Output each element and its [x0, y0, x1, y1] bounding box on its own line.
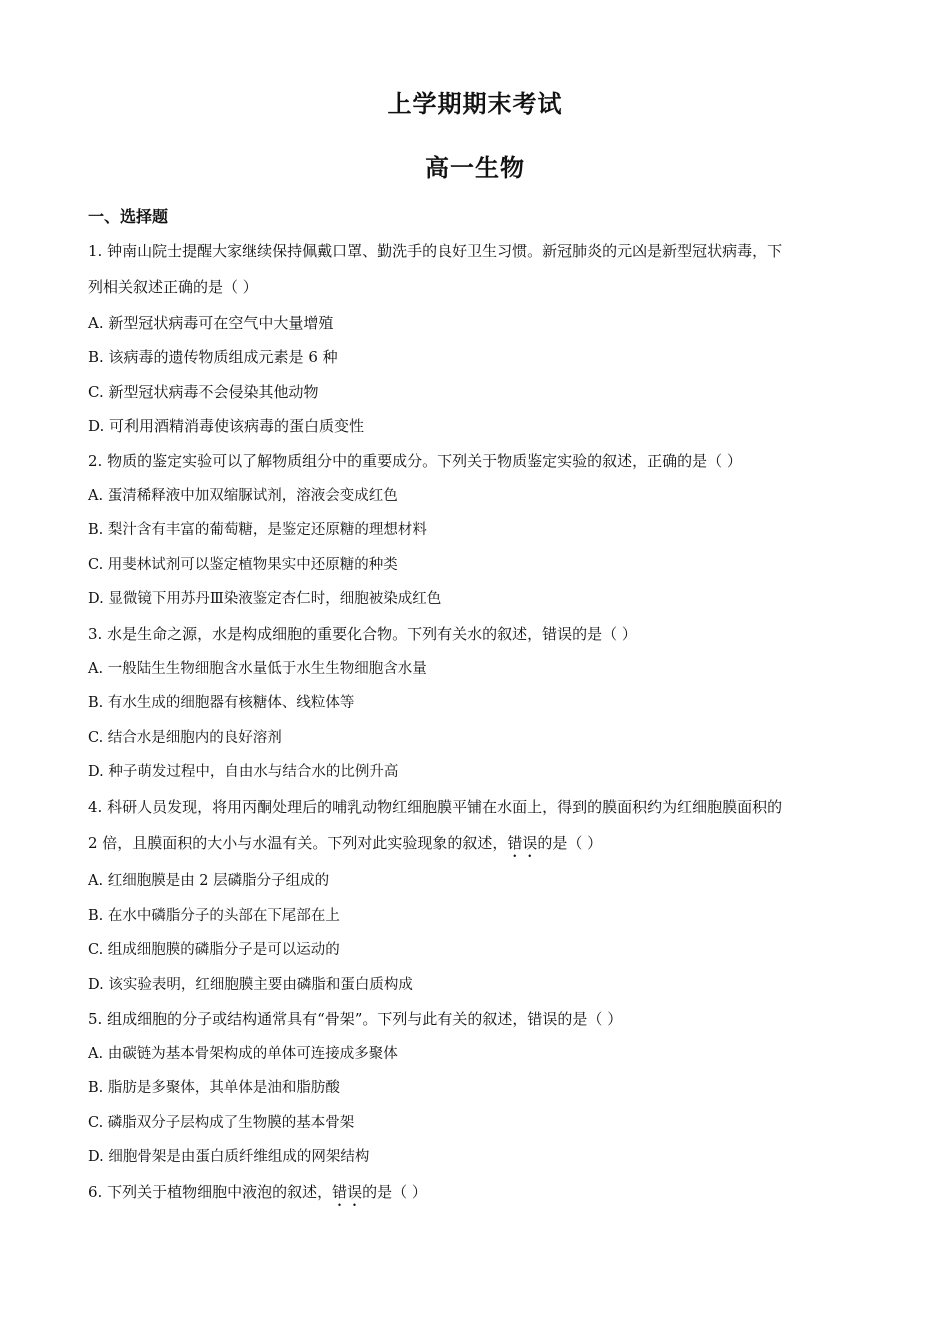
option-b: B. 在水中磷脂分子的头部在下尾部在上	[88, 908, 340, 924]
stem-text: 的是（ ）	[362, 1183, 427, 1201]
option-c: C. 结合水是细胞内的良好溶剂	[88, 730, 282, 746]
question-stem: 列相关叙述正确的是（ ）	[88, 278, 258, 296]
question-stem: 2. 物质的鉴定实验可以了解物质组分中的重要成分。下列关于物质鉴定实验的叙述，正确的是（ ）	[88, 452, 742, 470]
stem-text: 2 倍，且膜面积的大小与水温有关。下列对此实验现象的叙述，	[88, 834, 508, 852]
section-heading: 一、选择题	[88, 207, 169, 226]
subject-title: 高一生物	[425, 154, 525, 182]
option-b: B. 该病毒的遗传物质组成元素是 6 种	[88, 348, 338, 366]
question-stem	[88, 833, 868, 861]
stem-text: 的是（ ）	[537, 834, 603, 852]
question-stem: 4. 科研人员发现，将用丙酮处理后的哺乳动物红细胞膜平铺在水面上，得到的膜面积约为红细胞膜面积的	[88, 798, 783, 816]
option-d: D. 显微镜下用苏丹Ⅲ染液鉴定杏仁时，细胞被染成红色	[88, 591, 442, 607]
option-a: A. 一般陆生生物细胞含水量低于水生生物细胞含水量	[88, 661, 427, 677]
option-a: A. 红细胞膜是由 2 层磷脂分子组成的	[88, 873, 330, 889]
option-c: C. 组成细胞膜的磷脂分子是可以运动的	[88, 942, 340, 958]
option-a: A. 由碳链为基本骨架构成的单体可连接成多聚体	[88, 1046, 398, 1062]
option-b: B. 有水生成的细胞器有核糖体、线粒体等	[88, 695, 355, 711]
emphasized-word: 错误	[332, 1183, 363, 1201]
option-d: D. 种子萌发过程中，自由水与结合水的比例升高	[88, 764, 399, 780]
emphasized-word: 错误	[507, 834, 538, 852]
option-b: B. 脂肪是多聚体，其单体是油和脂肪酸	[88, 1080, 340, 1096]
option-c: C. 用斐林试剂可以鉴定植物果实中还原糖的种类	[88, 557, 398, 573]
option-c: C. 磷脂双分子层构成了生物膜的基本骨架	[88, 1115, 355, 1131]
option-d: D. 细胞骨架是由蛋白质纤维组成的网架结构	[88, 1149, 370, 1165]
exam-title: 上学期期末考试	[387, 90, 563, 118]
option-a: A. 新型冠状病毒可在空气中大量增殖	[88, 314, 334, 332]
option-c: C. 新型冠状病毒不会侵染其他动物	[88, 383, 319, 401]
question-stem: 5. 组成细胞的分子或结构通常具有“骨架”。下列与此有关的叙述，错误的是（ ）	[88, 1010, 623, 1028]
option-a: A. 蛋清稀释液中加双缩脲试剂，溶液会变成红色	[88, 488, 398, 504]
question-stem	[88, 1182, 868, 1210]
question-stem: 1. 钟南山院士提醒大家继续保持佩戴口罩、勤洗手的良好卫生习惯。新冠肺炎的元凶是新型冠状病毒，下	[88, 242, 783, 260]
stem-text: 6. 下列关于植物细胞中液泡的叙述，	[88, 1183, 333, 1201]
question-stem: 3. 水是生命之源，水是构成细胞的重要化合物。下列有关水的叙述，错误的是（ ）	[88, 625, 637, 643]
option-d: D. 该实验表明，红细胞膜主要由磷脂和蛋白质构成	[88, 977, 413, 993]
option-d: D. 可利用酒精消毒使该病毒的蛋白质变性	[88, 417, 365, 435]
option-b: B. 梨汁含有丰富的葡萄糖，是鉴定还原糖的理想材料	[88, 522, 427, 538]
